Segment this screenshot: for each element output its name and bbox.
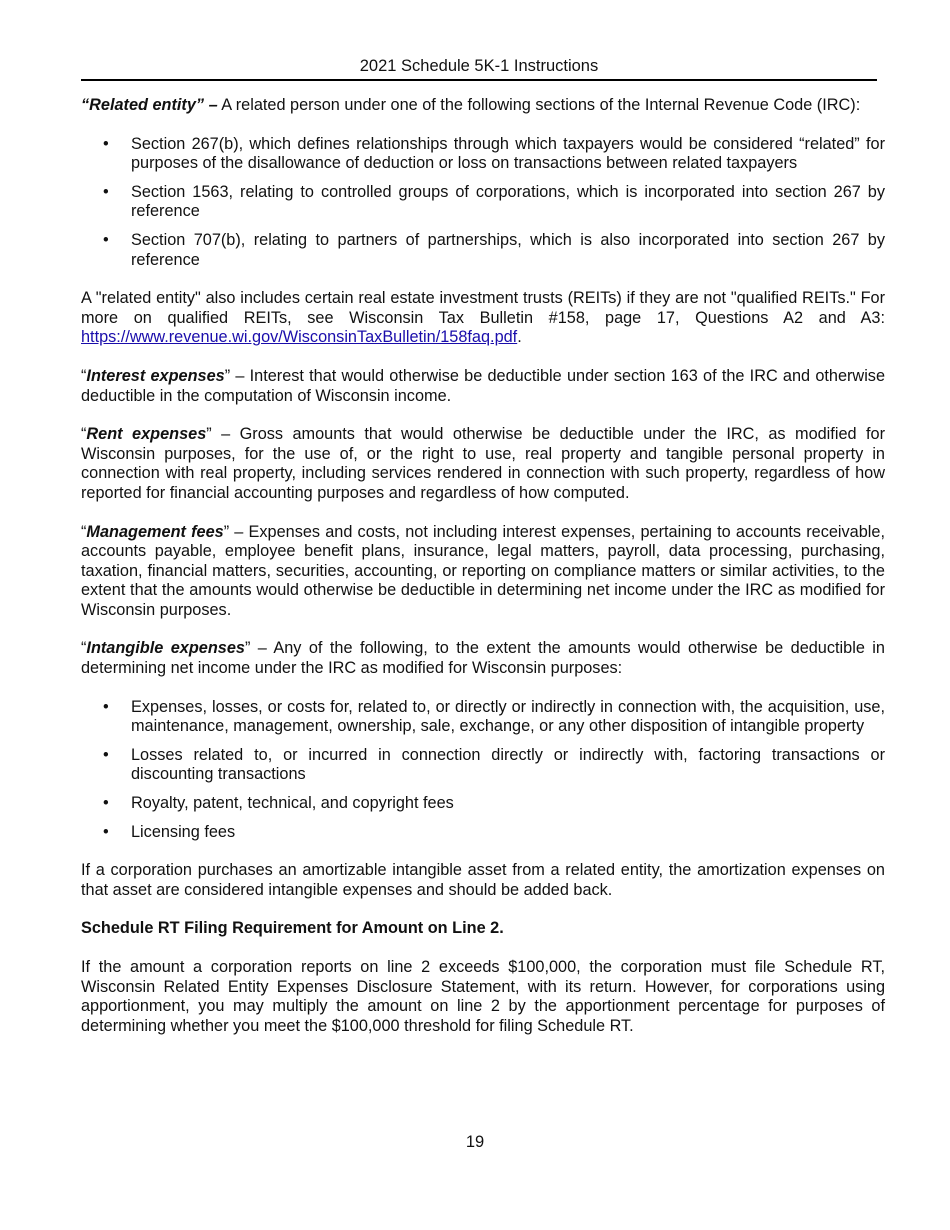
intangible-expenses-definition [81,639,885,678]
intangible-expenses-list [81,698,885,843]
interest-expenses-definition [81,367,885,406]
amortization-paragraph: If a corporation purchases an amortizable intangible asset from a related entity, the amortization expenses on that asset are considered intangible expenses and should be added back. [81,861,885,899]
schedule-rt-heading: Schedule RT Filing Requirement for Amount on Line 2. [81,919,504,938]
interest-expenses-term: Interest expenses [86,366,225,385]
rent-expenses-definition [81,425,885,503]
reit-end: . [517,328,522,347]
list-item: • Section 1563, relating to controlled groups of corporations, which is incorporated into section 267 by reference [131,183,885,222]
related-entity-text: A related person under one of the following sections of the Internal Revenue Code (IRC): [217,96,861,114]
list-item: • Licensing fees [131,823,885,843]
open-quote: “ [81,425,87,444]
intangible-expenses-term: Intangible expenses [86,639,245,658]
tax-bulletin-link[interactable]: https://www.revenue.wi.gov/WisconsinTaxBulletin/158faq.pdf [81,328,518,347]
page-body [81,96,885,1055]
management-fees-text: ” – Expenses and costs, not including interest expenses, pertaining to accounts receivable, accounts payable, employee benefit plans, insurance, legal matters, payroll, data processing, purchasing, taxation, financial matters, securities, accounting, or reporting on compliance matters or similar activities, to the extent that the amounts would otherwise be deductible in determining net income under the IRC as modified for Wisconsin purposes. [81,522,885,619]
related-entity-definition [81,96,885,116]
list-item: • Section 707(b), relating to partners of partnerships, which is also incorporated into section 267 by reference [131,231,885,270]
page-number: 19 [465,1133,485,1151]
related-entity-term: “Related entity” – [81,96,218,114]
management-fees-term: Management fees [86,522,224,541]
open-quote: “ [81,639,87,658]
reit-text: A "related entity" also includes certain real estate investment trusts (REITs) if they are not "qualified REITs." For more on qualified REITs, see Wisconsin Tax Bulletin #158, page 17, Questions A2 and A3: [81,289,885,327]
management-fees-definition [81,523,885,621]
open-quote: “ [81,366,87,385]
open-quote: “ [81,522,87,541]
list-item: • Royalty, patent, technical, and copyright fees [131,794,885,814]
rent-expenses-term: Rent expenses [86,425,207,444]
schedule-rt-paragraph: If the amount a corporation reports on line 2 exceeds $100,000, the corporation must file Schedule RT, Wisconsin Related Entity Expenses Disclosure Statement, with its return. However, for corporations using apportionment, you may multiply the amount on line 2 by the apportionment percentage for purposes of determining whether you meet the $100,000 threshold for filing Schedule RT. [81,958,885,1035]
list-item: • Expenses, losses, or costs for, related to, or directly or indirectly in connection with, the acquisition, use, maintenance, management, ownership, sale, exchange, or any other disposition of intangible property [131,698,885,737]
interest-expenses-text: ” – Interest that would otherwise be deductible under section 163 of the IRC and otherwise deductible in the computation of Wisconsin income. [81,366,886,405]
related-entity-list [81,135,885,271]
reit-paragraph [81,289,885,348]
page-header: 2021 Schedule 5K-1 Instructions [81,56,877,81]
list-item: • Losses related to, or incurred in connection directly or indirectly with, factoring transactions or discounting transactions [131,746,885,785]
intangible-expenses-text: ” – Any of the following, to the extent the amounts would otherwise be deductible in determining net income under the IRC as modified for Wisconsin purposes: [81,639,885,678]
list-item: • Section 267(b), which defines relationships through which taxpayers would be considered “related” for purposes of the disallowance of deduction or loss on transactions between related taxpayers [131,135,885,174]
rent-expenses-text: ” – Gross amounts that would otherwise be deductible under the IRC, as modified for Wisconsin purposes, for the use of, or the right to use, real property and tangible personal property in connection with real property, including services rendered in connection with such property, regardless of how reported for financial accounting purposes and regardless of how computed. [81,425,885,502]
